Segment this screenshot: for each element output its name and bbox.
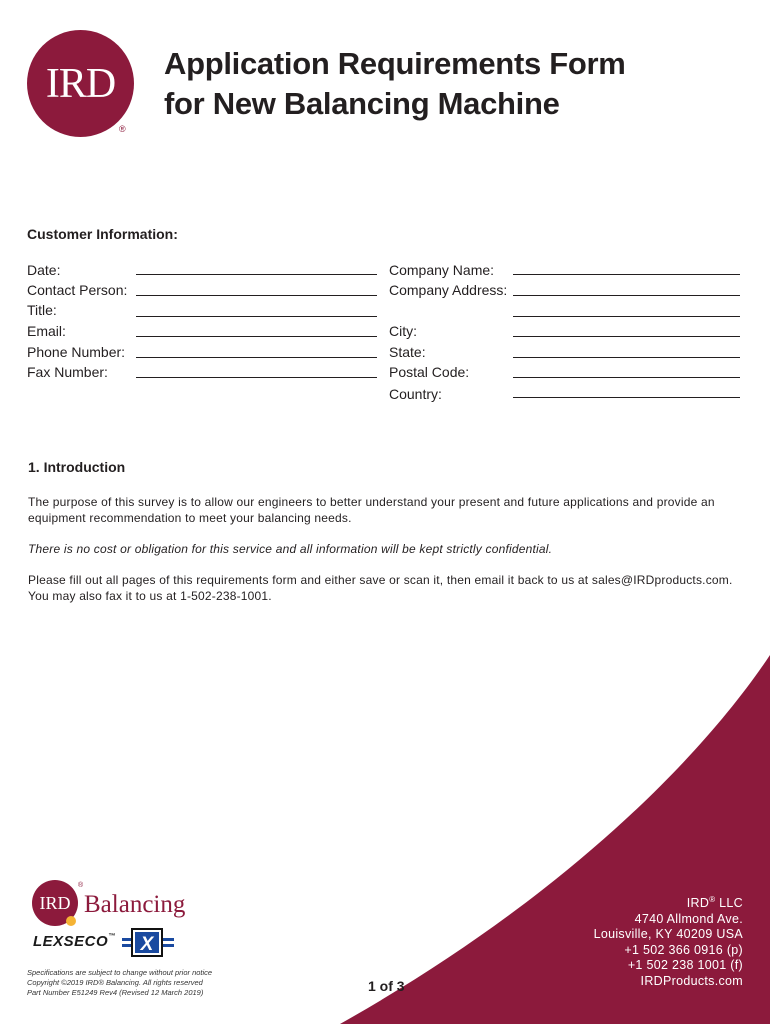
company-address-field-2[interactable]	[513, 316, 740, 317]
title-line-2: for New Balancing Machine	[164, 86, 560, 121]
title-line-1: Application Requirements Form	[164, 46, 626, 81]
page-title	[164, 44, 626, 124]
company-address-label: Company Address:	[389, 282, 508, 298]
company-name-label: Company Name:	[389, 262, 495, 278]
company-name-field[interactable]	[513, 274, 740, 275]
contact-person-label: Contact Person:	[27, 282, 128, 298]
email-label: Email:	[27, 323, 66, 339]
lexseco-mark-icon	[122, 928, 174, 958]
fine-print-copyright: Copyright ©2019 IRD® Balancing. All rights reserved	[27, 978, 203, 987]
country-label: Country:	[389, 386, 442, 402]
lexseco-name: LEXSECO	[33, 933, 109, 950]
intro-paragraph-instructions: Please fill out all pages of this requirements form and either save or scan it, then email it back to us at sales@IRDproducts.com. You may also fax it to us at 1-502-238-1001.	[28, 573, 733, 603]
company-address-block	[594, 892, 743, 989]
state-field[interactable]	[513, 357, 740, 358]
fine-print-specs: Specifications are subject to change without prior notice	[27, 968, 213, 977]
phone-number-field[interactable]	[136, 357, 377, 358]
city-label: City:	[389, 323, 417, 339]
postal-code-label: Postal Code:	[389, 364, 470, 380]
ird-balancing-logo-text: IRD	[39, 892, 71, 913]
city-field[interactable]	[513, 336, 740, 337]
company-brand: IRD	[686, 896, 710, 911]
company-fax: +1 502 238 1001 (f)	[627, 958, 743, 973]
company-street: 4740 Allmond Ave.	[634, 911, 743, 926]
ird-logo	[27, 30, 134, 137]
country-field[interactable]	[513, 397, 740, 398]
introduction-heading: 1. Introduction	[28, 459, 126, 475]
logo-dot	[66, 916, 76, 926]
phone-number-label: Phone Number:	[27, 344, 126, 360]
contact-person-field[interactable]	[136, 295, 377, 296]
title-field[interactable]	[136, 316, 377, 317]
customer-info-heading: Customer Information:	[27, 226, 178, 242]
email-field[interactable]	[136, 336, 377, 337]
fax-number-field[interactable]	[136, 377, 377, 378]
company-website[interactable]: IRDProducts.com	[640, 973, 743, 988]
company-address-field-1[interactable]	[513, 295, 740, 296]
state-label: State:	[389, 344, 426, 360]
lexseco-logo-text	[33, 933, 116, 950]
lexseco-tm: ™	[108, 933, 116, 940]
fine-print-part-number: Part Number E51249 Rev4 (Revised 12 March 2019)	[27, 988, 204, 997]
page-number: 1 of 3	[368, 978, 405, 994]
ird-logo-text: IRD	[45, 60, 116, 107]
company-phone: +1 502 366 0916 (p)	[624, 942, 743, 957]
intro-paragraph-confidential: There is no cost or obligation for this service and all information will be kept strictly confidential.	[28, 542, 553, 556]
title-label: Title:	[27, 302, 57, 318]
brand-name: Balancing	[84, 891, 186, 918]
date-field[interactable]	[136, 274, 377, 275]
company-suffix: LLC	[715, 896, 743, 911]
fine-print	[27, 968, 212, 998]
company-name	[594, 892, 743, 912]
lexseco-mark-letter: X	[140, 934, 154, 955]
company-reg: ®	[709, 895, 716, 904]
date-label: Date:	[27, 262, 61, 278]
intro-paragraph-1: The purpose of this survey is to allow our engineers to better understand your present and future applications and provide an equipment recommendation to meet your balancing needs.	[28, 495, 715, 525]
fax-number-label: Fax Number:	[27, 364, 108, 380]
logo-registered-mark: ®	[119, 124, 126, 134]
company-city: Louisville, KY 40209 USA	[593, 927, 743, 942]
brand-registered-mark: ®	[78, 882, 84, 889]
postal-code-field[interactable]	[513, 377, 740, 378]
